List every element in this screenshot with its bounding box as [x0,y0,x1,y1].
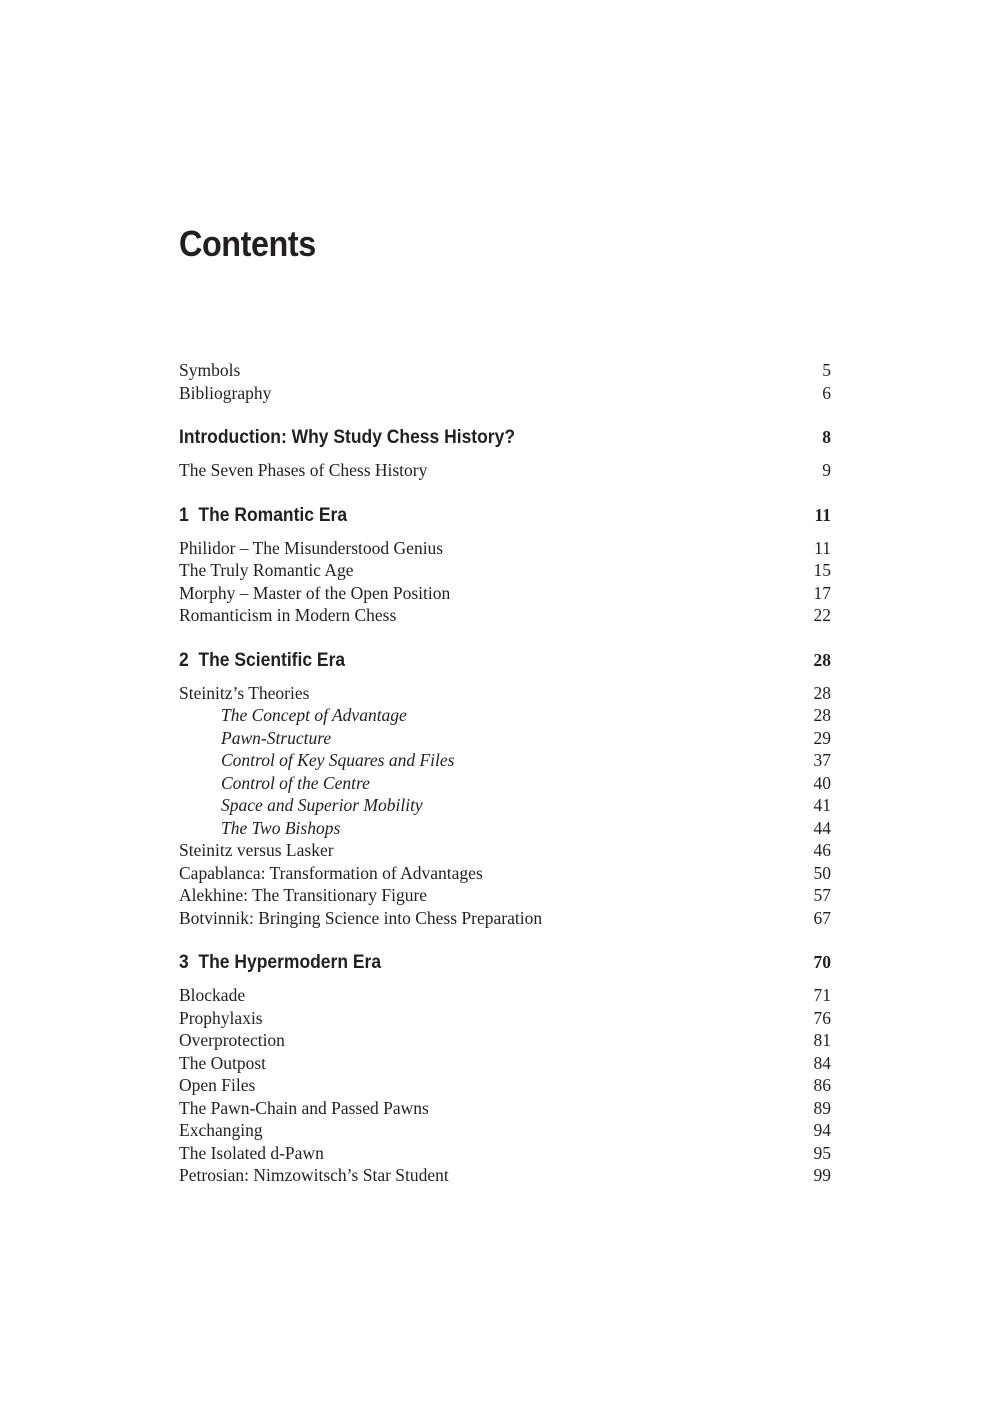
toc-entry-page: 67 [813,907,831,928]
toc-heading-chapter-3 [179,948,831,976]
toc-subentry-label: Pawn-Structure [221,727,332,748]
toc-entry [179,1164,831,1187]
toc-entry-page: 50 [813,862,831,883]
toc-heading-label: 3 The Hypermodern Era [179,952,382,973]
toc-entry-page: 99 [813,1165,831,1185]
toc-entry-label: Petrosian: Nimzowitsch’s Star Student [179,1165,449,1185]
toc-entry [179,459,831,482]
toc-entry-label: Alekhine: The Transitionary Figure [179,885,428,905]
toc-heading-introduction [179,423,831,451]
toc-entry-page: 57 [813,885,831,905]
toc-heading-page: 28 [813,649,831,670]
toc-entry-page: 71 [813,985,831,1005]
toc-entry-label: Botvinnik: Bringing Science into Chess Preparation [179,907,543,928]
toc-entry-page: 84 [813,1052,831,1073]
toc-heading-chapter-2 [179,646,831,674]
toc-entry-page: 22 [813,605,831,625]
toc-entry [179,1029,831,1052]
toc-heading-page: 11 [814,504,831,525]
toc-entry-label: The Isolated d-Pawn [179,1142,324,1163]
toc-entry [179,1119,831,1142]
toc-entry-label: Morphy – Master of the Open Position [179,582,451,603]
toc-subentry-page: 37 [813,750,831,770]
toc-entry [179,1007,831,1030]
toc-subentry-page: 40 [813,772,831,793]
toc-subentry-page: 28 [813,705,831,725]
toc-entry [179,907,831,930]
toc-entry [179,582,831,605]
toc-subentry-label: The Concept of Advantage [221,705,407,725]
toc-entry [179,604,831,627]
toc-entry-page: 86 [813,1075,831,1095]
toc-subentry [179,749,831,772]
toc-heading-page: 70 [813,952,831,972]
toc-entry-page: 28 [813,682,831,703]
toc-entry [179,682,831,705]
toc-entry-label: Bibliography [179,382,272,403]
toc-entry-label: The Outpost [179,1052,267,1073]
toc-entry-label: Prophylaxis [179,1007,263,1028]
toc-entry-page: 76 [813,1007,831,1028]
toc-subentry-page: 41 [813,795,831,815]
toc-entry-page: 94 [813,1120,831,1140]
toc-entry-page: 95 [813,1142,831,1163]
toc-subentry-page: 29 [813,727,831,748]
toc-subentry-label: Control of Key Squares and Files [221,750,455,770]
toc-subentry-page: 44 [813,817,831,838]
toc-entry-page: 6 [822,382,831,403]
toc-heading-page: 8 [822,427,831,447]
toc-heading-chapter-1 [179,501,831,529]
toc-subentry-label: Space and Superior Mobility [221,795,423,815]
toc-entry [179,1097,831,1120]
toc-entry-label: Romanticism in Modern Chess [179,605,397,625]
toc-entry-label: Philidor – The Misunderstood Genius [179,537,444,558]
toc-entry-page: 46 [813,840,831,860]
toc-entry [179,984,831,1007]
toc-entry-label: Open Files [179,1075,256,1095]
toc-subentry [179,704,831,727]
toc-entry [179,559,831,582]
toc-entry-bibliography [179,382,831,405]
toc-subentry-label: Control of the Centre [221,772,370,793]
toc-entry-page: 89 [813,1097,831,1118]
page-title: Contents [179,223,316,264]
toc-entry-label: Overprotection [179,1030,285,1050]
toc-entry-label: Steinitz’s Theories [179,682,310,703]
toc-entry-label: Capablanca: Transformation of Advantages [179,862,483,883]
toc-entry [179,1052,831,1075]
toc-entry-label: The Seven Phases of Chess History [179,460,428,480]
toc-entry-page: 9 [822,460,831,480]
toc-entry-label: The Truly Romantic Age [179,560,354,580]
toc-entry-label: Symbols [179,360,241,380]
toc-subentry-label: The Two Bishops [221,817,341,838]
toc-subentry [179,794,831,817]
toc-entry [179,839,831,862]
toc-entry-symbols [179,359,831,382]
toc-heading-label: Introduction: Why Study Chess History? [179,427,516,448]
toc-entry-label: The Pawn-Chain and Passed Pawns [179,1097,429,1118]
toc-entry [179,537,831,560]
toc-heading-label: 2 The Scientific Era [179,649,346,671]
toc-entry-page: 15 [813,560,831,580]
toc-subentry [179,727,831,750]
toc-entry [179,1142,831,1165]
toc-entry-label: Steinitz versus Lasker [179,840,334,860]
toc-entry [179,862,831,885]
toc-entry-page: 11 [814,537,831,558]
toc-entry-page: 81 [813,1030,831,1050]
toc-entry [179,884,831,907]
toc-subentry [179,817,831,840]
toc-entry-label: Exchanging [179,1120,263,1140]
toc-subentry [179,772,831,795]
table-of-contents [179,359,831,1187]
toc-entry [179,1074,831,1097]
toc-entry-page: 5 [822,360,831,380]
toc-entry-label: Blockade [179,985,246,1005]
toc-heading-label: 1 The Romantic Era [179,504,348,526]
toc-entry-page: 17 [813,582,831,603]
